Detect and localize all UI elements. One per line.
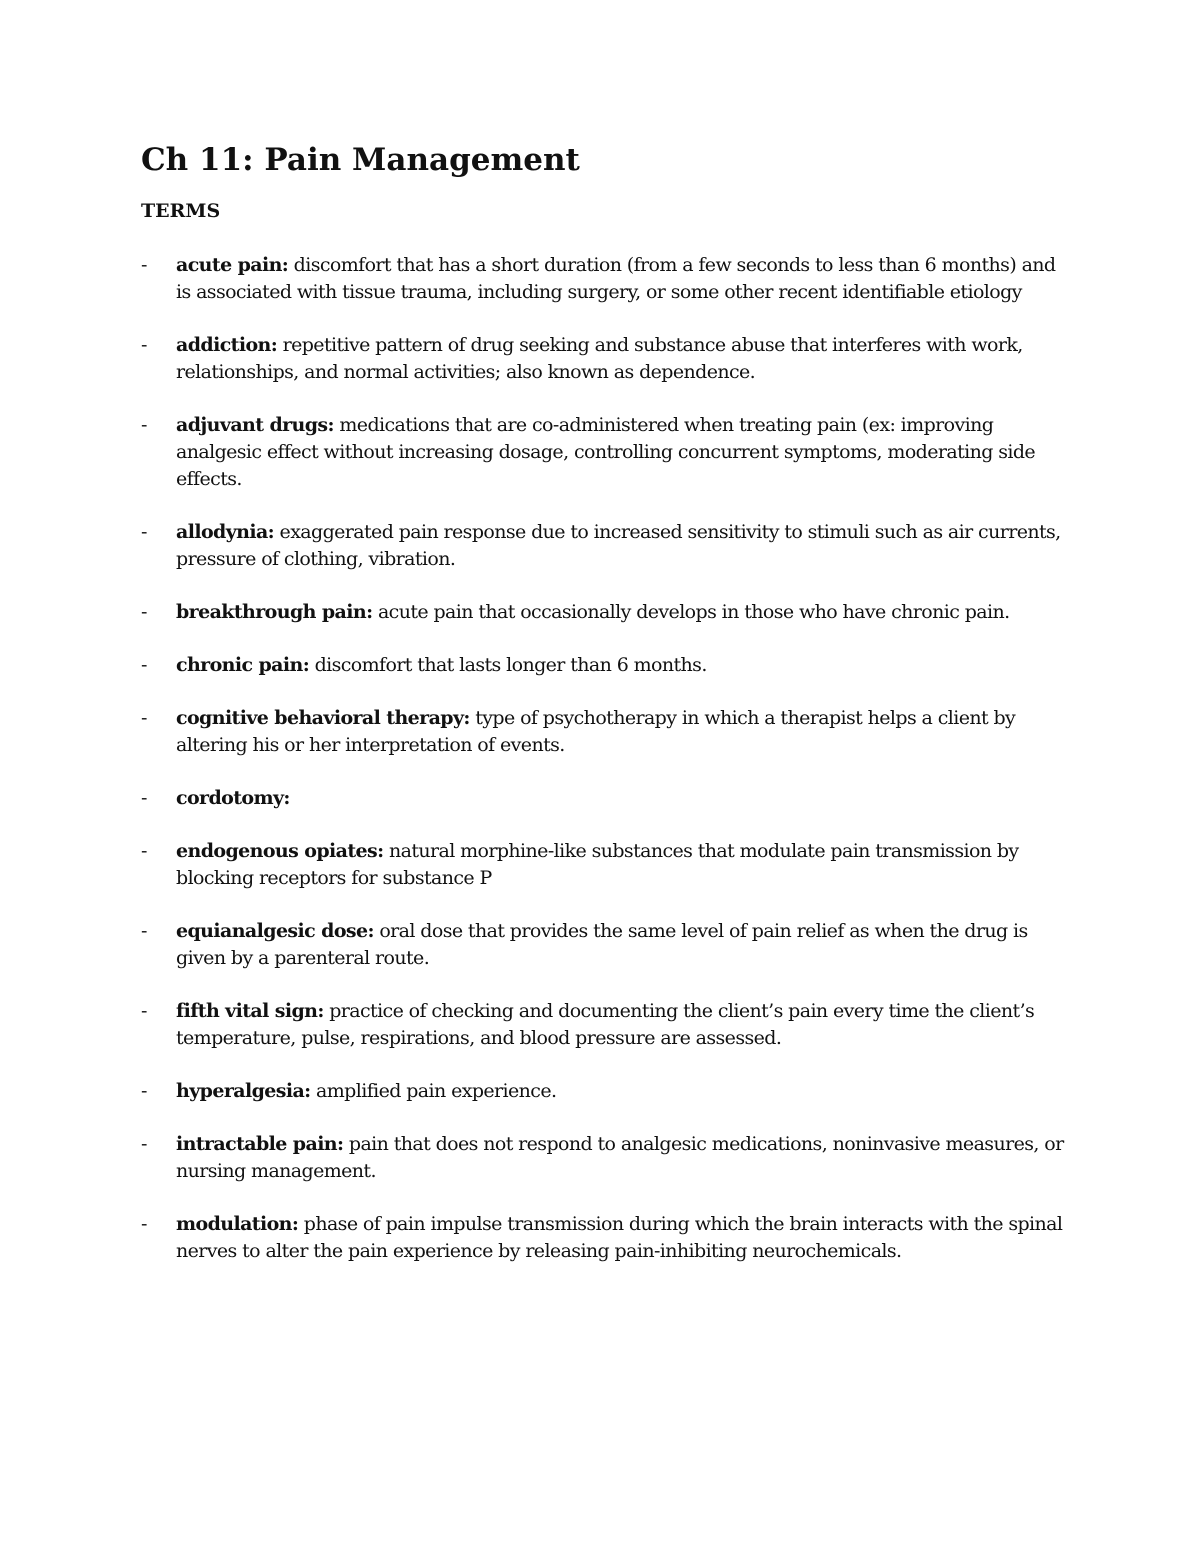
term-item [141, 412, 1071, 493]
section-heading-terms: TERMS [141, 200, 221, 222]
term-definition: exaggerated pain response due to increased sensitivity to stimuli such as air currents, pressure of clothing, vibration. [176, 521, 1061, 570]
term-name: hyperalgesia: [176, 1080, 311, 1102]
term-item [141, 1211, 1071, 1265]
terms-list [141, 252, 1071, 1291]
term-item [141, 599, 1071, 626]
bullet-dash: - [141, 1000, 147, 1022]
term-name: allodynia: [176, 521, 275, 543]
term-name: endogenous opiates: [176, 840, 384, 862]
term-item [141, 785, 1071, 812]
term-definition: natural morphine-like substances that modulate pain transmission by blocking receptors for substance P [176, 840, 1019, 889]
term-item [141, 838, 1071, 892]
bullet-dash: - [141, 1133, 147, 1155]
term-item [141, 1078, 1071, 1105]
term-item [141, 998, 1071, 1052]
bullet-dash: - [141, 521, 147, 543]
bullet-dash: - [141, 1213, 147, 1235]
bullet-dash: - [141, 254, 147, 276]
term-definition: oral dose that provides the same level of pain relief as when the drug is given by a parenteral route. [176, 920, 1028, 969]
bullet-dash: - [141, 601, 147, 623]
term-definition: practice of checking and documenting the client’s pain every time the client’s temperature, pulse, respirations, and blood pressure are assessed. [176, 1000, 1035, 1049]
bullet-dash: - [141, 840, 147, 862]
bullet-dash: - [141, 654, 147, 676]
term-definition: discomfort that has a short duration (from a few seconds to less than 6 months) and is associated with tissue trauma, including surgery, or some other recent identifiable etiology [176, 254, 1056, 303]
term-item [141, 918, 1071, 972]
term-name: acute pain: [176, 254, 289, 276]
term-name: chronic pain: [176, 654, 310, 676]
term-item [141, 519, 1071, 573]
bullet-dash: - [141, 414, 147, 436]
term-name: cognitive behavioral therapy: [176, 707, 470, 729]
term-name: equianalgesic dose: [176, 920, 374, 942]
bullet-dash: - [141, 920, 147, 942]
term-name: adjuvant drugs: [176, 414, 334, 436]
term-name: intractable pain: [176, 1133, 344, 1155]
term-definition: pain that does not respond to analgesic medications, noninvasive measures, or nursing management. [176, 1133, 1064, 1182]
page-title: Ch 11: Pain Management [141, 142, 580, 178]
bullet-dash: - [141, 1080, 147, 1102]
term-name: fifth vital sign: [176, 1000, 324, 1022]
term-item [141, 252, 1071, 306]
term-definition: medications that are co-administered when treating pain (ex: improving analgesic effect without increasing dosage, controlling concurrent symptoms, moderating side effects. [176, 414, 1036, 490]
term-name: modulation: [176, 1213, 299, 1235]
term-name: breakthrough pain: [176, 601, 373, 623]
bullet-dash: - [141, 334, 147, 356]
term-definition: repetitive pattern of drug seeking and substance abuse that interferes with work, relationships, and normal activities; also known as dependence. [176, 334, 1023, 383]
term-item [141, 652, 1071, 679]
term-definition: discomfort that lasts longer than 6 months. [309, 654, 707, 676]
term-definition: phase of pain impulse transmission during which the brain interacts with the spinal nerves to alter the pain experience by releasing pain-inhibiting neurochemicals. [176, 1213, 1063, 1262]
term-item [141, 705, 1071, 759]
term-definition: amplified pain experience. [310, 1080, 557, 1102]
term-definition: acute pain that occasionally develops in those who have chronic pain. [372, 601, 1010, 623]
term-name: addiction: [176, 334, 278, 356]
term-name: cordotomy: [176, 787, 290, 809]
term-item [141, 332, 1071, 386]
bullet-dash: - [141, 787, 147, 809]
term-definition: type of psychotherapy in which a therapist helps a client by altering his or her interpretation of events. [176, 707, 1016, 756]
term-item [141, 1131, 1071, 1185]
bullet-dash: - [141, 707, 147, 729]
